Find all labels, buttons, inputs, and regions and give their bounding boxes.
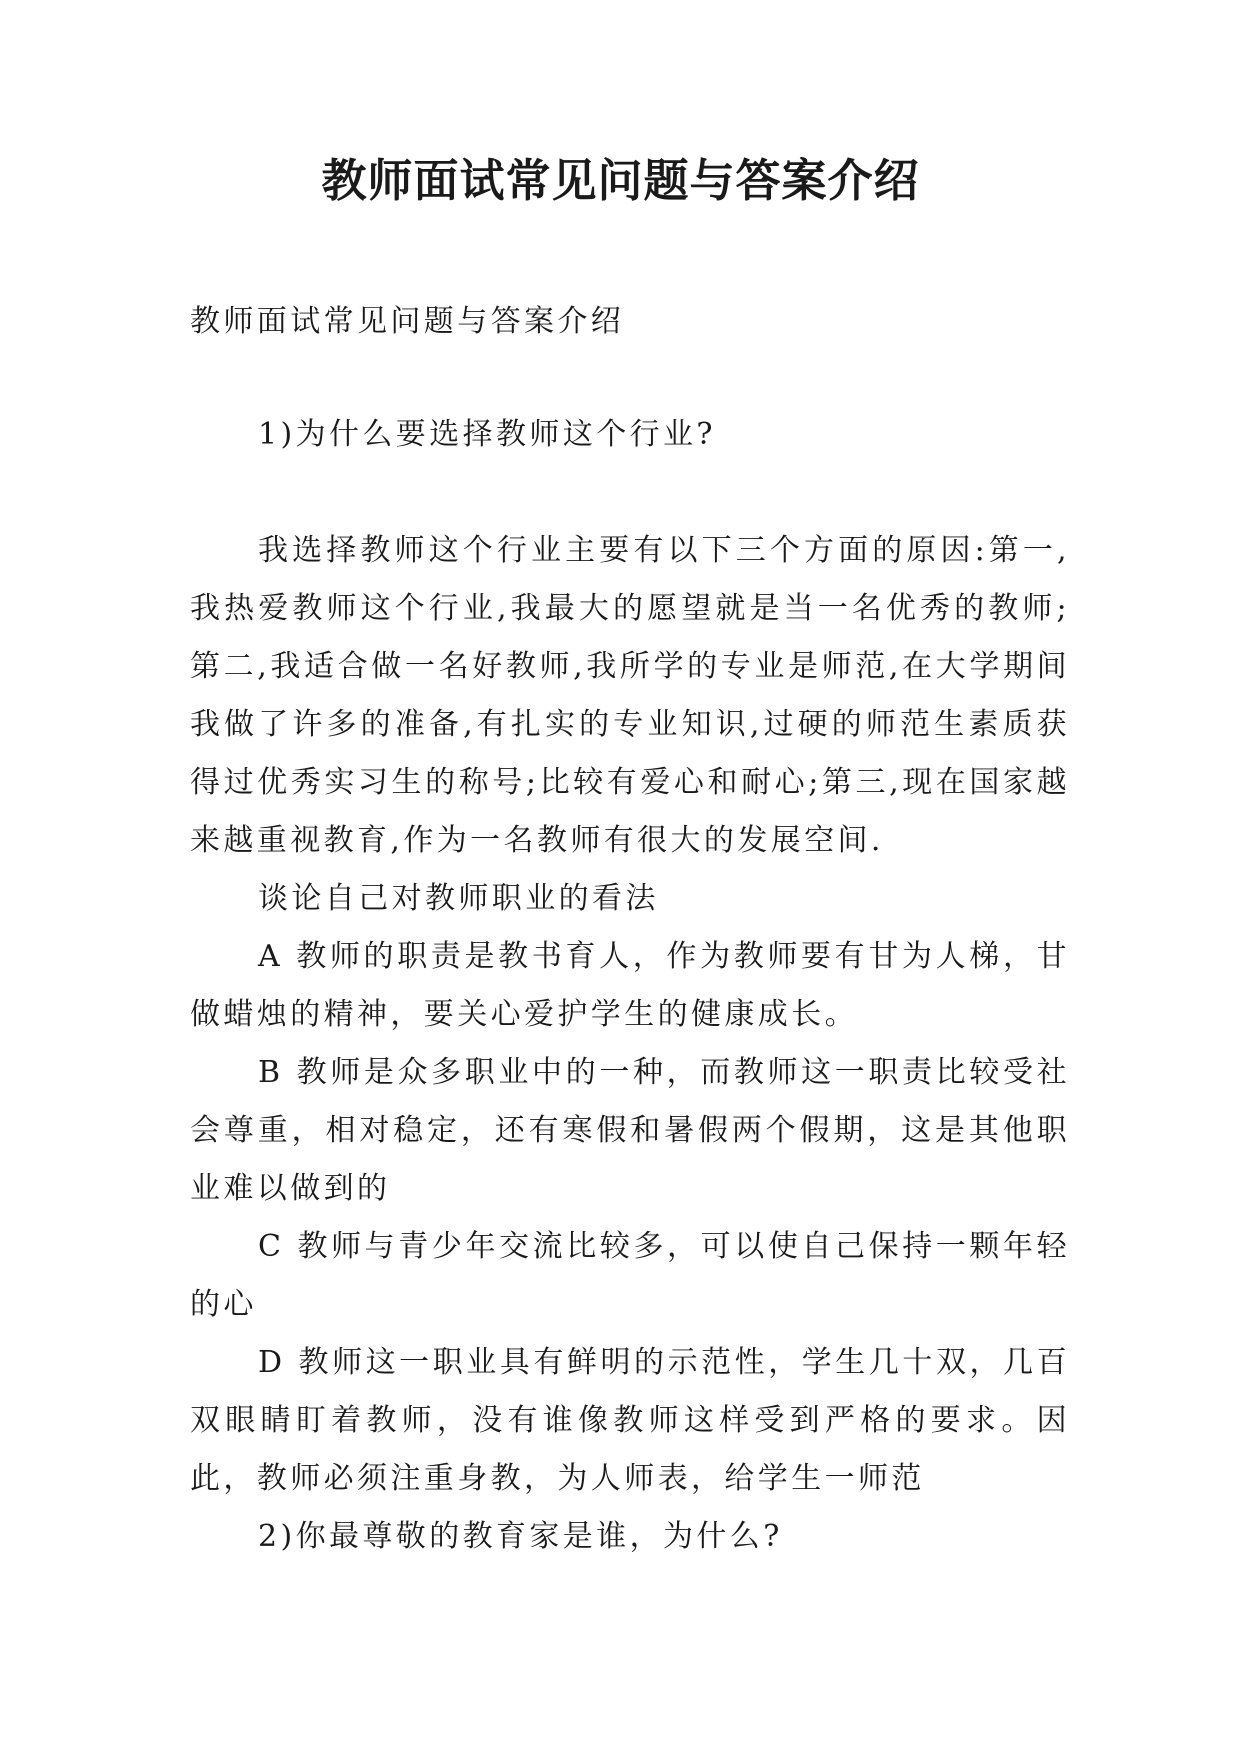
document-title: 教师面试常见问题与答案介绍	[321, 154, 920, 207]
question-2: 2)你最尊敬的教育家是谁，为什么?	[258, 1519, 783, 1554]
point-a: A 教师的职责是教书育人，作为教师要有甘为人梯，甘做蜡烛的精神，要关心爱护学生的健康成长。	[190, 939, 1070, 1032]
document-body	[190, 406, 1070, 1566]
document-subtitle: 教师面试常见问题与答案介绍	[190, 304, 625, 339]
point-c: C 教师与青少年交流比较多，可以使自己保持一颗年轻的心	[190, 1229, 1070, 1322]
point-d: D 教师这一职业具有鲜明的示范性，学生几十双，几百双眼睛盯着教师，没有谁像教师这样受到严格的要求。因此，教师必须注重身教，为人师表，给学生一师范	[190, 1345, 1070, 1496]
question-1: 1)为什么要选择教师这个行业?	[258, 417, 716, 452]
answer-1-paragraph: 我选择教师这个行业主要有以下三个方面的原因:第一,我热爱教师这个行业,我最大的愿望就是当一名优秀的教师;第二,我适合做一名好教师,我所学的专业是师范,在大学期间我做了许多的准备,有扎实的专业知识,过硬的师范生素质获得过优秀实习生的称号;比较有爱心和耐心;第三,现在国家越来越重视教育,作为一名教师有很大的发展空间.	[190, 533, 1070, 858]
section-heading: 谈论自己对教师职业的看法	[258, 881, 659, 916]
point-b: B 教师是众多职业中的一种，而教师这一职责比较受社会尊重，相对稳定，还有寒假和暑假两个假期，这是其他职业难以做到的	[190, 1055, 1070, 1206]
